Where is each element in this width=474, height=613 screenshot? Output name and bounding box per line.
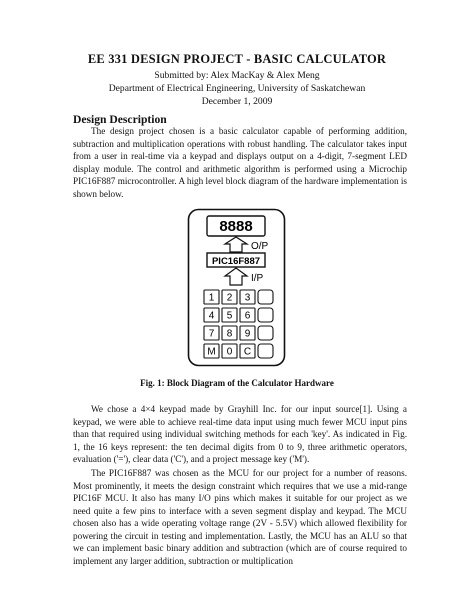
input-arrow	[225, 268, 247, 285]
document-title: EE 331 DESIGN PROJECT - BASIC CALCULATOR	[87, 52, 387, 66]
input-label: I/P	[251, 273, 264, 284]
led-display-text: 8888	[219, 218, 253, 235]
keypad-key-label: 8	[226, 328, 233, 340]
date-line: December 1, 2009	[201, 96, 273, 107]
keypad-key	[258, 290, 273, 304]
output-label: O/P	[251, 241, 269, 252]
authors-line: Submitted by: Alex MacKay & Alex Meng	[154, 70, 320, 81]
keypad	[204, 290, 273, 358]
keypad-key-label: 9	[244, 328, 251, 340]
keypad-key-label: 4	[208, 310, 215, 322]
keypad-key-label: 3	[244, 292, 251, 304]
block-diagram	[187, 208, 287, 368]
keypad-key-label: 0	[226, 346, 233, 358]
department-line: Department of Electrical Engineering, University of Saskatchewan	[108, 83, 366, 94]
keypad-key-label: M	[207, 346, 216, 358]
keypad-key-label: C	[243, 346, 252, 358]
output-arrow	[225, 237, 247, 252]
keypad-key	[258, 308, 273, 322]
section-heading: Design Description	[73, 113, 167, 126]
keypad-key	[258, 326, 273, 340]
keypad-key	[258, 344, 273, 358]
paragraph-intro: The design project chosen is a basic calculator capable of performing addition, subtraction and multiplication operations with robust handling. The calculator takes input from a user in real-time via a keypad and displays output on a 4-digit, 7-segment LED display module. The control and arithmetic algorithm is performed using a Microchip PIC16F887 microcontroller. A high level block diagram of the hardware implementation is shown below.	[73, 126, 407, 199]
keypad-key-label: 1	[208, 292, 215, 304]
paragraph-keypad: We chose a 4×4 keypad made by Grayhill Inc. for our input source[1]. Using a keypad, we were able to achieve real-time data input using much fewer MCU input pins than that required using individual switching methods for each 'key'. As indicated in Fig. 1, the 16 keys represent: the ten decimal digits from 0 to 9, three arithmetic operators, evaluation ('='), clear data ('C'), and a project message key ('M').	[73, 404, 407, 464]
figure-caption: Fig. 1: Block Diagram of the Calculator Hardware	[140, 378, 334, 388]
paragraph-mcu: The PIC16F887 was chosen as the MCU for our project for a number of reasons. Most prominently, it meets the design constraint which requires that we use a mid-range PIC16F MCU. It also has many I/O pins which makes it suitable for our project as we need quite a few pins to interface with a seven segment display and keypad. The MCU chosen also has a wide operating voltage range (2V - 5.5V) which allowed flexibility for powering the circuit in testing and implementation. Lastly, the MCU has an ALU so that we can implement basic binary addition and subtraction (which are of course required to implement any larger addition, subtraction or multiplication	[73, 468, 407, 566]
keypad-key-label: 7	[208, 328, 215, 340]
keypad-key-label: 2	[226, 292, 233, 304]
keypad-key-label: 6	[244, 310, 251, 322]
keypad-key-label: 5	[226, 310, 233, 322]
mcu-label: PIC16F887	[211, 256, 261, 267]
